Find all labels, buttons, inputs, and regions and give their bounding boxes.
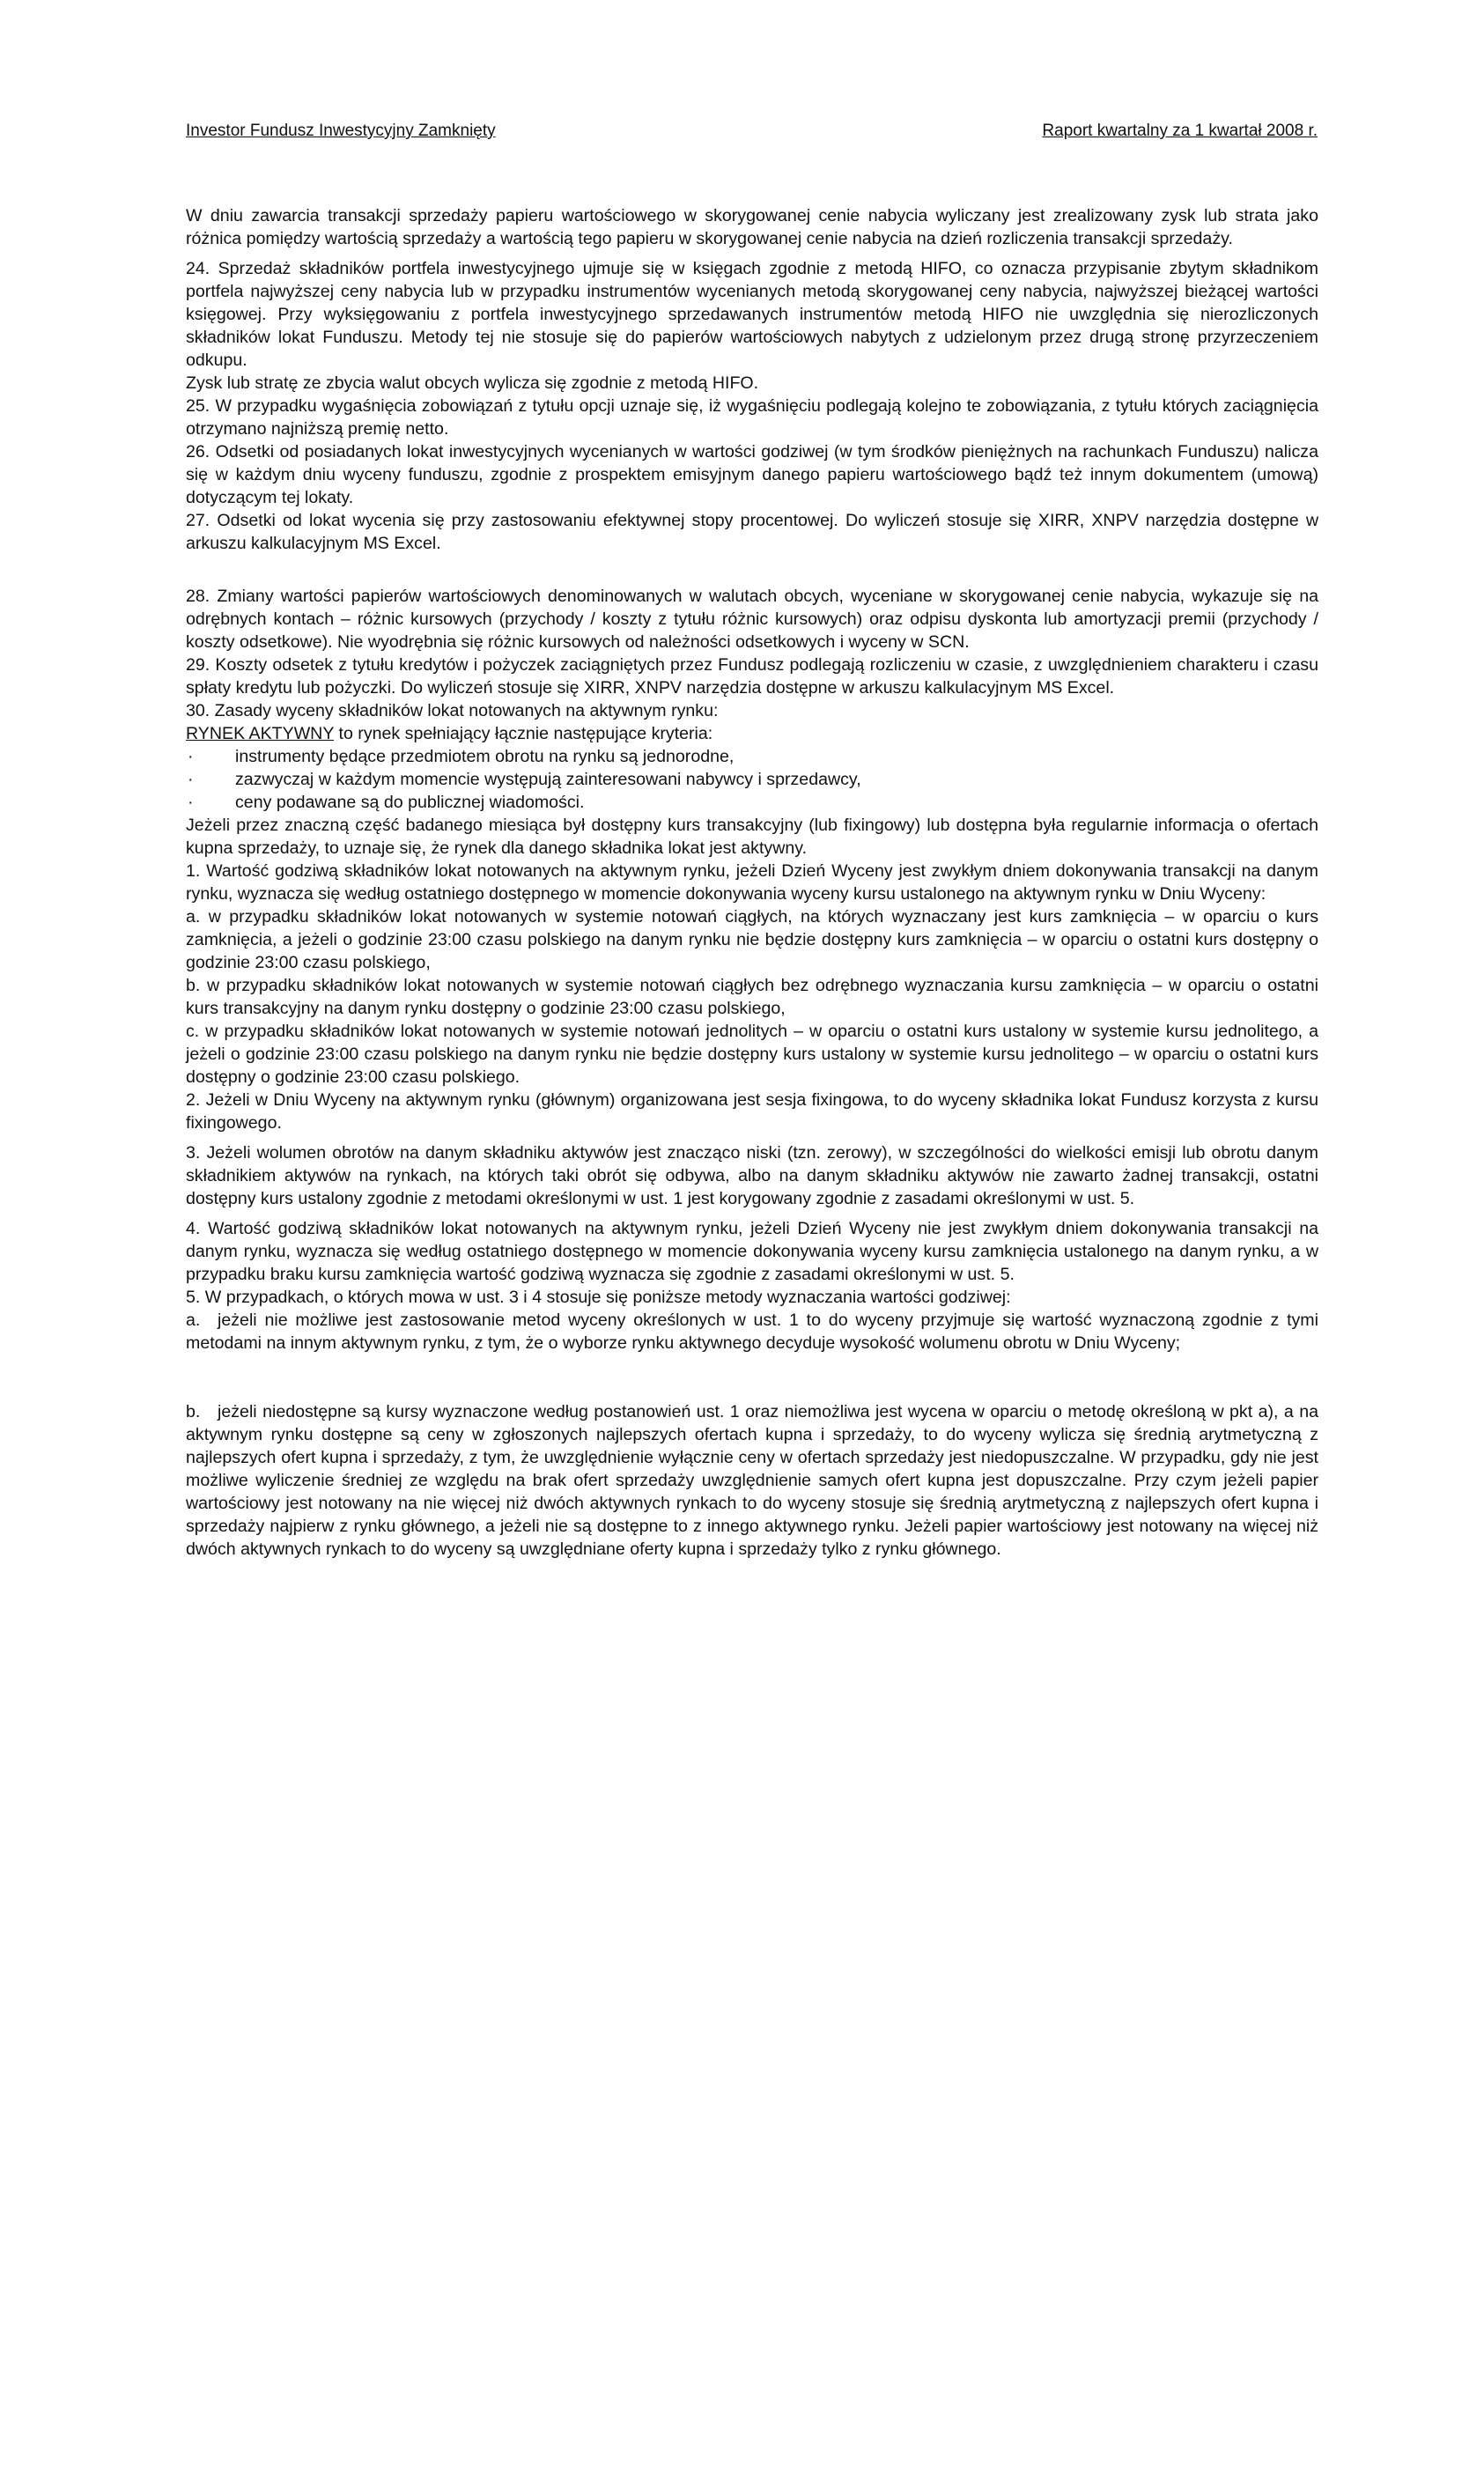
rule-5b-label: b. <box>186 1402 201 1421</box>
active-market-term: RYNEK AKTYWNY <box>186 724 335 743</box>
rule-5: 5. W przypadkach, o których mowa w ust. 3 i 4 stosuje się poniższe metody wyznaczania wartości godziwej: <box>186 1288 1011 1307</box>
active-market-criteria-intro: to rynek spełniający łącznie następujące kryteria: <box>334 724 713 743</box>
active-market-definition <box>186 722 1318 745</box>
header-fund-name: Investor Fundusz Inwestycyjny Zamknięty <box>186 122 496 140</box>
paragraph-30: 30. Zasady wyceny składników lokat notowanych na aktywnym rynku: <box>186 701 719 720</box>
rule-5a-text: jeżeli nie możliwe jest zastosowanie metod wyceny określonych w ust. 1 to do wyceny przyjmuje się wartość wyznaczoną zgodnie z tymi metodami na innym aktywnym rynku, z tym, że o wyborze rynku aktywnego decyduje wysokość wolumenu obrotu w Dniu Wyceny; <box>186 1311 1318 1353</box>
rule-3: 3. Jeżeli wolumen obrotów na danym składniku aktywów jest znacząco niski (tzn. zerowy), w szczególności do wielkości emisji lub obrotu danym składnikiem aktywów na rynkach, na których taki obrót się odbywa, albo na danym składniku aktywów nie zawarto żadnej transakcji, ostatni dostępny kurs ustalony zgodnie z metodami określonymi w ust. 1 jest korygowany zgodnie z zasadami określonymi w ust. 5. <box>186 1143 1318 1208</box>
rule-5a <box>186 1309 1318 1355</box>
paragraph-29: 29. Koszty odsetek z tytułu kredytów i pożyczek zaciągniętych przez Fundusz podlegają rozliczeniu w czasie, z uwzględnieniem charakteru i czasu spłaty kredytu lub pożyczki. Do wyliczeń stosuje się XIRR, XNPV narzędzia dostępne w arkuszu kalkulacyjnym MS Excel. <box>186 655 1318 698</box>
paragraph-24: 24. Sprzedaż składników portfela inwestycyjnego ujmuje się w księgach zgodnie z metodą HIFO, co oznacza przypisanie zbytym składnikom portfela najwyższej ceny nabycia lub w przypadku instrumentów wycenianych metodą skorygowanej ceny nabycia, najwyższej bieżącej wartości księgowej. Przy wyksięgowaniu z portfela inwestycyjnego sprzedawanych instrumentów metodą HIFO nie uwzględnia się nierozliczonych składników lokat Funduszu. Metody tej nie stosuje się do papierów wartościowych nabytych z udzielonym przez drugą stronę przyrzeczeniem odkupu. <box>186 259 1318 370</box>
rule-5b <box>186 1400 1318 1561</box>
rule-5b-text: jeżeli niedostępne są kursy wyznaczone według postanowień ust. 1 oraz niemożliwa jest wycena w oparciu o metodę określoną w pkt a), a na aktywnym rynku dostępne są ceny w zgłoszonych najlepszych ofertach kupna i sprzedaży, to do wyceny wylicza się średnią arytmetyczną z najlepszych ofert kupna i sprzedaży, z tym, że uwzględnienie wyłącznie ceny w ofertach sprzedaży jest niedopuszczalne. W przypadku, gdy nie jest możliwe wyliczenie średniej ze względu na brak ofert sprzedaży uwzględnienie samych ofert kupna jest dopuszczalne. Przy czym jeżeli papier wartościowy jest notowany na nie więcej niż dwóch aktywnych rynkach to do wyceny stosuje się średnią arytmetyczną z najlepszych ofert kupna i sprzedaży najpierw z rynku głównego, a jeżeli nie są dostępne to z innego aktywnego rynku. Jeżeli papier wartościowy jest notowany na więcej niż dwóch aktywnych rynkach to do wyceny są uwzględniane oferty kupna i sprzedaży tylko z rynku głównego. <box>186 1402 1318 1559</box>
criteria-item: · instrumenty będące przedmiotem obrotu na rynku są jednorodne, <box>186 745 1318 768</box>
document-body <box>186 204 1318 1561</box>
rule-1b: b. w przypadku składników lokat notowanych w systemie notowań ciągłych bez odrębnego wyznaczania kursu zamknięcia – w oparciu o ostatni kurs transakcyjny na danym rynku dostępny o godzinie 23:00 czasu polskiego, <box>186 976 1318 1018</box>
active-market-condition: Jeżeli przez znaczną część badanego miesiąca był dostępny kurs transakcyjny (lub fixingowy) lub dostępna była regularnie informacja o ofertach kupna sprzedaży, to uznaje się, że rynek dla danego składnika lokat jest aktywny. <box>186 816 1318 858</box>
criteria-item: · zazwyczaj w każdym momencie występują zainteresowani nabywcy i sprzedawcy, <box>186 768 1318 791</box>
rule-1: 1. Wartość godziwą składników lokat notowanych na aktywnym rynku, jeżeli Dzień Wyceny jest zwykłym dniem dokonywania transakcji na danym rynku, wyznacza się według ostatniego dostępnego w momencie dokonywania wyceny kursu ustalonego na aktywnym rynku w Dniu Wyceny: <box>186 861 1318 904</box>
paragraph-24-fx: Zysk lub stratę ze zbycia walut obcych wylicza się zgodnie z metodą HIFO. <box>186 373 759 393</box>
rule-1c: c. w przypadku składników lokat notowanych w systemie notowań jednolitych – w oparciu o ostatni kurs ustalony w systemie kursu jednolitego, a jeżeli o godzinie 23:00 czasu polskiego na danym rynku nie będzie dostępny kurs ustalony w systemie kursu jednolitego – w oparciu o ostatni kurs dostępny o godzinie 23:00 czasu polskiego. <box>186 1022 1318 1087</box>
paragraph-25: 25. W przypadku wygaśnięcia zobowiązań z tytułu opcji uznaje się, iż wygaśnięciu podlegają kolejno te zobowiązania, z tytułu których zaciągnięcia otrzymano najniższą premię netto. <box>186 396 1318 439</box>
paragraph-27: 27. Odsetki od lokat wycenia się przy zastosowaniu efektywnej stopy procentowej. Do wyliczeń stosuje się XIRR, XNPV narzędzia dostępne w arkuszu kalkulacyjnym MS Excel. <box>186 511 1318 553</box>
rule-4: 4. Wartość godziwą składników lokat notowanych na aktywnym rynku, jeżeli Dzień Wyceny nie jest zwykłym dniem dokonywania transakcji na danym rynku, wyznacza się według ostatniego dostępnego w momencie dokonywania wyceny kursu zamknięcia ustalonego na danym rynku, a w przypadku braku kursu zamknięcia wartość godziwą wyznacza się zgodnie z zasadami określonymi w ust. 5. <box>186 1219 1318 1284</box>
rule-5a-label: a. <box>186 1311 201 1330</box>
header-report-title: Raport kwartalny za 1 kwartał 2008 r. <box>1042 122 1318 140</box>
criteria-item: · ceny podawane są do publicznej wiadomości. <box>186 791 1318 814</box>
rule-2: 2. Jeżeli w Dniu Wyceny na aktywnym rynku (głównym) organizowana jest sesja fixingowa, to do wyceny składnika lokat Fundusz korzysta z kursu fixingowego. <box>186 1090 1318 1133</box>
intro-paragraph: W dniu zawarcia transakcji sprzedaży papieru wartościowego w skorygowanej cenie nabycia wyliczany jest zrealizowany zysk lub strata jako różnica pomiędzy wartością sprzedaży a wartością tego papieru w skorygowanej cenie nabycia na dzień rozliczenia transakcji sprzedaży. <box>186 206 1318 248</box>
paragraph-26: 26. Odsetki od posiadanych lokat inwestycyjnych wycenianych w wartości godziwej (w tym środków pieniężnych na rachunkach Funduszu) nalicza się w każdym dniu wyceny funduszu, zgodnie z prospektem emisyjnym danego papieru wartościowego bądź też innym dokumentem (umową) dotyczącym tej lokaty. <box>186 442 1318 507</box>
rule-1a: a. w przypadku składników lokat notowanych w systemie notowań ciągłych, na których wyznaczany jest kurs zamknięcia – w oparciu o kurs zamknięcia, a jeżeli o godzinie 23:00 czasu polskiego na danym rynku nie będzie dostępny kurs zamknięcia – w oparciu o ostatni kurs dostępny o godzinie 23:00 czasu polskiego, <box>186 907 1318 972</box>
paragraph-28: 28. Zmiany wartości papierów wartościowych denominowanych w walutach obcych, wyceniane w skorygowanej cenie nabycia, wykazuje się na odrębnych kontach – różnic kursowych (przychody / koszty z tytułu różnic kursowych) oraz odpisu dyskonta lub amortyzacji premii (przychody / koszty odsetkowe). Nie wyodrębnia się różnic kursowych od należności odsetkowych i wyceny w SCN. <box>186 587 1318 652</box>
